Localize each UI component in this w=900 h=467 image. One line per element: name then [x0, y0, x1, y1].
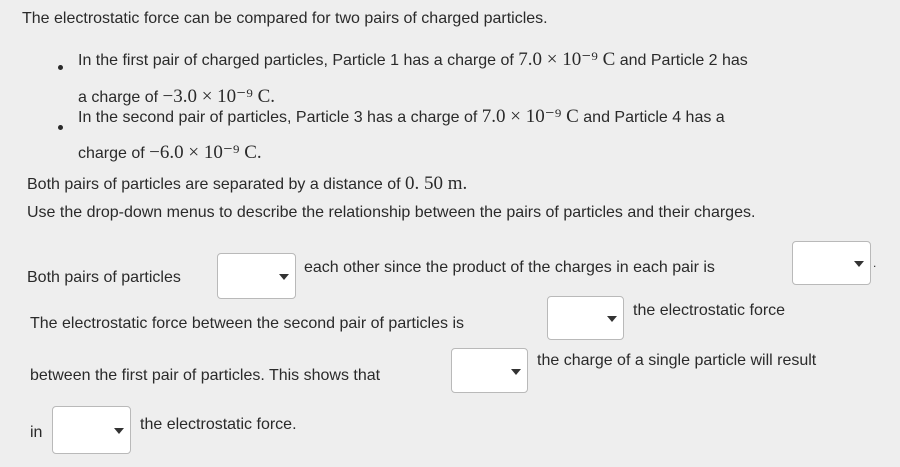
bullet-2-line-1: In the second pair of particles, Particle 3 has a charge of 7.0 × 10⁻⁹ C and Particle 4 has a — [78, 106, 725, 127]
charge-particle-1: 7.0 × 10⁻⁹ C — [518, 49, 616, 70]
chevron-down-icon — [114, 428, 124, 434]
chevron-down-icon — [511, 369, 521, 375]
bullet-dot — [58, 65, 63, 70]
dropdown-1[interactable] — [217, 253, 296, 299]
charge-particle-4: −6.0 × 10⁻⁹ C. — [149, 142, 262, 163]
chevron-down-icon — [854, 261, 864, 267]
sentence-1-mid: each other since the product of the charges in each pair is — [304, 259, 715, 276]
dropdown-2[interactable] — [792, 241, 871, 285]
sentence-1-end: . — [873, 256, 877, 270]
chevron-down-icon — [279, 274, 289, 280]
sentence-1-start: Both pairs of particles — [27, 269, 181, 286]
distance-value: 0. 50 m. — [405, 173, 468, 194]
dropdown-4[interactable] — [451, 348, 528, 393]
sentence-3-start: between the first pair of particles. This shows that — [30, 367, 381, 384]
instruction-text: Use the drop-down menus to describe the relationship between the pairs of particles and their charges. — [27, 204, 756, 221]
sentence-4-start: in — [30, 424, 43, 441]
bullet-2-line-2: charge of −6.0 × 10⁻⁹ C. — [78, 142, 262, 163]
dropdown-5[interactable] — [52, 406, 131, 454]
charge-particle-2: −3.0 × 10⁻⁹ C. — [162, 86, 276, 107]
chevron-down-icon — [607, 316, 617, 322]
sentence-4-end: the electrostatic force. — [140, 416, 297, 433]
sentence-3-end: the charge of a single particle will result — [537, 352, 817, 369]
charge-particle-3: 7.0 × 10⁻⁹ C — [481, 106, 579, 127]
sentence-2-start: The electrostatic force between the second pair of particles is — [30, 315, 464, 332]
bullet-1-line-2: a charge of −3.0 × 10⁻⁹ C. — [78, 86, 276, 107]
dropdown-3[interactable] — [547, 296, 624, 340]
bullet-dot — [58, 125, 63, 130]
intro-text: The electrostatic force can be compared for two pairs of charged particles. — [22, 10, 548, 27]
sentence-2-end: the electrostatic force — [633, 302, 786, 319]
distance-line: Both pairs of particles are separated by a distance of 0. 50 m. — [27, 173, 468, 194]
bullet-1-line-1: In the first pair of charged particles, Particle 1 has a charge of 7.0 × 10⁻⁹ C and Particle 2 has — [78, 49, 748, 70]
